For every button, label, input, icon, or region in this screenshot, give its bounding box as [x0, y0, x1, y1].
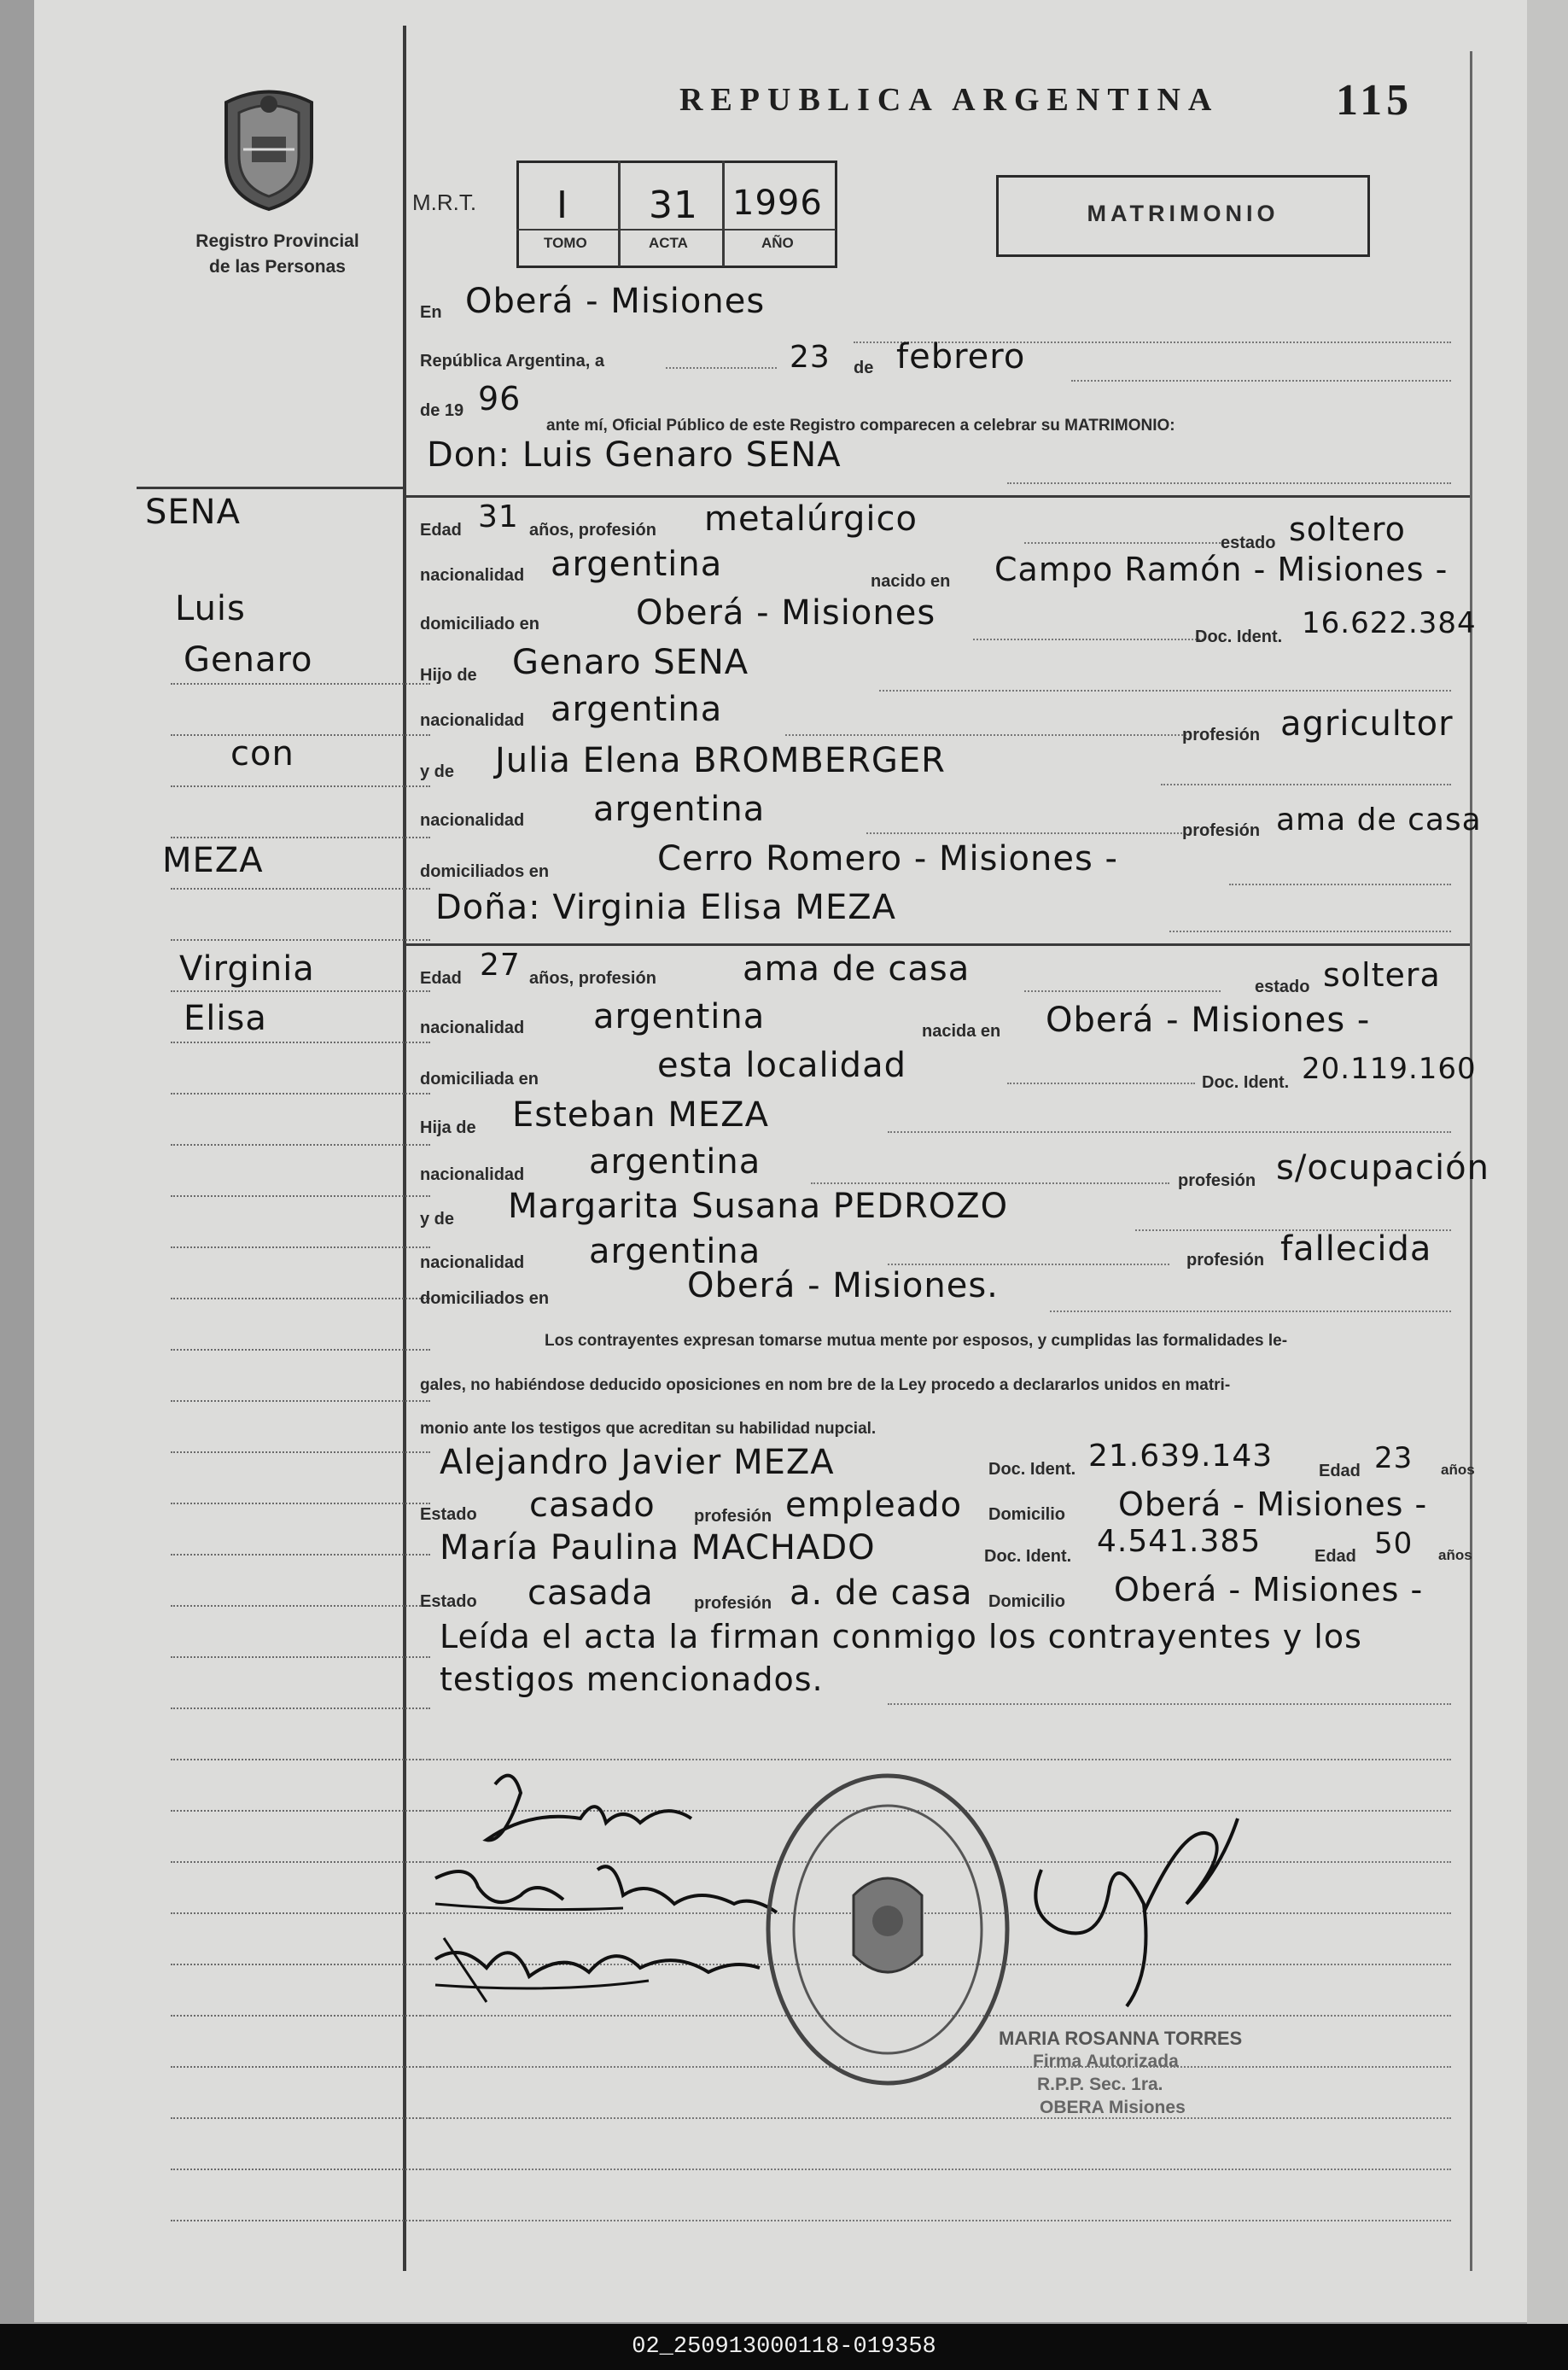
doc-ident-label: Doc. Ident. — [1202, 1073, 1290, 1092]
margin-rule — [171, 1451, 430, 1453]
month-value: febrero — [896, 337, 1026, 377]
official-office: R.P.P. Sec. 1ra. — [1037, 2075, 1163, 2094]
box-divider — [722, 161, 725, 266]
hijo-de-label: Hijo de — [420, 666, 477, 685]
profesion-label: profesión — [694, 1594, 772, 1613]
edad-label: Edad — [420, 521, 462, 540]
domicilio-label: Domicilio — [988, 1505, 1066, 1524]
rule — [420, 2220, 1451, 2221]
profesion-label: profesión — [1186, 1251, 1265, 1270]
witness-signature — [427, 1925, 768, 2019]
domiciliados-en-label: domiciliados en — [420, 1289, 550, 1308]
bride-full-name: Doña: Virginia Elisa MEZA — [435, 888, 896, 927]
rule — [888, 1131, 1451, 1133]
country-title: REPUBLICA ARGENTINA — [679, 82, 1220, 118]
bride-mother-nac: argentina — [589, 1232, 761, 1271]
margin-rule — [171, 1349, 430, 1351]
rule — [1071, 380, 1451, 382]
margin-rule — [171, 1964, 430, 1965]
box-divider — [516, 229, 836, 231]
groom-edad: 31 — [478, 499, 519, 534]
closing-line-1: Leída el acta la firman conmigo los contrayentes y los — [440, 1618, 1362, 1655]
official-city: OBERA Misiones — [1040, 2098, 1186, 2117]
margin-surname-bride: MEZA — [162, 841, 264, 880]
groom-signature — [478, 1759, 734, 1853]
rule — [1050, 1311, 1451, 1312]
rule — [1161, 784, 1451, 785]
tomo-label: TOMO — [544, 235, 587, 251]
witness2-edad: 50 — [1374, 1526, 1414, 1561]
ante-text: ante mí, Oficial Público de este Registro comparecen a celebrar su MATRIMONIO: — [546, 417, 1175, 435]
declaration-line-3: monio ante los testigos que acreditan su habilidad nupcial. — [420, 1420, 877, 1438]
republica-label: República Argentina, a — [420, 352, 604, 371]
groom-father-nac: argentina — [551, 690, 723, 729]
bride-mother: Margarita Susana PEDROZO — [508, 1187, 1009, 1226]
acta-label: ACTA — [649, 235, 688, 251]
groom-father-prof: agricultor — [1280, 704, 1454, 744]
domiciliado-en-label: domiciliado en — [420, 615, 540, 633]
witness2-domicilio: Oberá - Misiones - — [1114, 1571, 1424, 1608]
hija-de-label: Hija de — [420, 1118, 476, 1137]
profesion-label: profesión — [1178, 1171, 1256, 1190]
rule — [420, 2117, 1451, 2119]
groom-estado: soltero — [1289, 511, 1406, 548]
witness1-edad: 23 — [1374, 1441, 1414, 1475]
groom-parents-dom: Cerro Romero - Misiones - — [657, 839, 1118, 879]
place-value: Oberá - Misiones — [465, 282, 766, 321]
nacionalidad-label: nacionalidad — [420, 1253, 525, 1272]
margin-rule — [171, 1707, 430, 1709]
domiciliada-en-label: domiciliada en — [420, 1070, 539, 1089]
rule — [1007, 1083, 1195, 1084]
margin-rule — [171, 1298, 430, 1299]
bride-father: Esteban MEZA — [512, 1095, 769, 1135]
anos-profesion-label: años, profesión — [529, 521, 656, 540]
rule — [866, 832, 1182, 834]
margin-name-groom-2: Genaro — [184, 640, 313, 680]
profesion-label: profesión — [1182, 726, 1261, 744]
en-label: En — [420, 303, 442, 322]
record-type: MATRIMONIO — [1087, 201, 1279, 226]
witness1-domicilio: Oberá - Misiones - — [1118, 1486, 1428, 1523]
nacionalidad-label: nacionalidad — [420, 711, 525, 730]
margin-rule — [171, 734, 430, 736]
margin-con: con — [230, 734, 294, 773]
margin-rule — [171, 2169, 430, 2170]
rule — [1007, 482, 1451, 484]
doc-ident-label: Doc. Ident. — [1195, 628, 1283, 646]
witness2-doc: 4.541.385 — [1097, 1524, 1262, 1559]
margin-rule — [171, 2117, 430, 2119]
y-de-label: y de — [420, 762, 455, 781]
bride-edad: 27 — [480, 948, 521, 983]
rule — [1024, 542, 1221, 544]
estado-label: estado — [1221, 534, 1276, 552]
bride-estado: soltera — [1323, 956, 1441, 994]
witness1-name: Alejandro Javier MEZA — [440, 1443, 835, 1482]
bride-doc: 20.119.160 — [1302, 1052, 1477, 1086]
acta-value: 31 — [649, 184, 698, 227]
doc-ident-label: Doc. Ident. — [984, 1547, 1072, 1566]
rule — [888, 1264, 1169, 1265]
de-label: de — [854, 359, 874, 377]
groom-full-name: Don: Luis Genaro SENA — [427, 435, 842, 475]
rule — [888, 1703, 1451, 1705]
margin-rule — [171, 2220, 430, 2221]
register-page — [34, 0, 1530, 2322]
declaration-line-2: gales, no habiéndose deducido oposiciones en nom bre de la Ley procedo a declararlos unidos en matri- — [420, 1376, 1231, 1394]
page-number: 115 — [1336, 76, 1414, 125]
official-seal-stamp — [760, 1767, 1016, 2092]
edad-label: Edad — [1314, 1547, 1356, 1566]
estado-label: Estado — [420, 1505, 477, 1524]
nacido-en-label: nacido en — [871, 572, 951, 591]
coat-of-arms-icon — [213, 85, 324, 213]
margin-rule — [171, 1810, 430, 1812]
box-divider — [618, 161, 621, 266]
margin-rule — [171, 888, 430, 890]
section-rule — [403, 495, 1470, 498]
bride-nacionalidad: argentina — [593, 997, 766, 1036]
nacionalidad-label: nacionalidad — [420, 566, 525, 585]
witness1-estado: casado — [529, 1486, 656, 1525]
mrt-label: M.R.T. — [412, 190, 477, 215]
margin-rule — [171, 785, 430, 787]
year-prefix: de 19 — [420, 401, 464, 420]
nacionalidad-label: nacionalidad — [420, 1019, 525, 1037]
witness2-name: María Paulina MACHADO — [440, 1528, 876, 1567]
official-signature — [1016, 1801, 1255, 2015]
bride-father-nac: argentina — [589, 1142, 761, 1182]
groom-mother-prof: ama de casa — [1276, 803, 1482, 838]
margin-name-bride-2: Elisa — [184, 999, 267, 1038]
bride-parents-dom: Oberá - Misiones. — [687, 1266, 999, 1305]
groom-mother-nac: argentina — [593, 790, 766, 829]
profesion-label: profesión — [1182, 821, 1261, 840]
margin-rule — [171, 2066, 430, 2068]
declaration-line-1: Los contrayentes expresan tomarse mutua mente por esposos, y cumplidas las formalidades le- — [545, 1332, 1288, 1350]
groom-domicilio: Oberá - Misiones — [636, 593, 936, 633]
bride-mother-prof: fallecida — [1280, 1229, 1432, 1269]
registry-name: Registro Provincial de las Personas — [195, 231, 359, 277]
margin-rule — [171, 1503, 430, 1504]
section-rule — [403, 943, 1470, 946]
witness2-estado: casada — [528, 1573, 654, 1613]
margin-rule — [171, 1759, 430, 1760]
groom-nacido-en: Campo Ramón - Misiones - — [994, 551, 1449, 588]
binding-spine — [1527, 0, 1568, 2370]
anos-profesion-label: años, profesión — [529, 969, 656, 988]
witness1-doc: 21.639.143 — [1088, 1439, 1274, 1474]
witness2-profesion: a. de casa — [790, 1573, 973, 1613]
estado-label: Estado — [420, 1592, 477, 1611]
bride-profesion: ama de casa — [743, 949, 971, 989]
rule — [1024, 990, 1221, 992]
anos-label: años — [1438, 1547, 1472, 1563]
groom-profesion: metalúrgico — [704, 499, 918, 539]
margin-rule — [171, 2015, 430, 2017]
anio-value: 1996 — [732, 184, 823, 223]
rule — [811, 1182, 1169, 1184]
margin-rule — [171, 1144, 430, 1146]
margin-rule — [171, 1042, 430, 1043]
rule — [420, 2169, 1451, 2170]
nacionalidad-label: nacionalidad — [420, 1165, 525, 1184]
margin-surname-groom: SENA — [145, 493, 241, 532]
profesion-label: profesión — [694, 1507, 772, 1526]
bride-nacida-en: Oberá - Misiones - — [1046, 1001, 1371, 1040]
tomo-value: I — [557, 184, 568, 227]
margin-rule — [171, 990, 430, 992]
anio-label: AÑO — [761, 235, 794, 251]
witness1-profesion: empleado — [785, 1486, 963, 1525]
domicilio-label: Domicilio — [988, 1592, 1066, 1611]
day-value: 23 — [790, 340, 831, 375]
rule — [666, 367, 777, 369]
official-name: MARIA ROSANNA TORRES — [999, 2028, 1243, 2049]
margin-rule — [171, 837, 430, 838]
nacida-en-label: nacida en — [922, 1022, 1001, 1041]
anos-label: años — [1441, 1462, 1475, 1478]
margin-rule — [171, 1400, 430, 1402]
rule — [1169, 931, 1451, 932]
margin-rule — [171, 1861, 430, 1863]
y-de-label: y de — [420, 1210, 455, 1229]
groom-doc: 16.622.384 — [1302, 606, 1477, 640]
rule — [785, 734, 1186, 736]
edad-label: Edad — [1319, 1462, 1361, 1480]
edad-label: Edad — [420, 969, 462, 988]
groom-nacionalidad: argentina — [551, 545, 723, 584]
domiciliados-en-label: domiciliados en — [420, 862, 550, 881]
official-title: Firma Autorizada — [1033, 2052, 1179, 2071]
margin-rule — [171, 939, 430, 941]
year-suffix: 96 — [478, 380, 522, 417]
closing-line-2: testigos mencionados. — [440, 1661, 824, 1698]
margin-rule — [137, 487, 403, 489]
image-id-footer: 02_250913000118-019358 — [0, 2324, 1568, 2370]
groom-mother: Julia Elena BROMBERGER — [495, 741, 946, 780]
bride-domicilio: esta localidad — [657, 1046, 906, 1085]
groom-father: Genaro SENA — [512, 643, 749, 682]
nacionalidad-label: nacionalidad — [420, 811, 525, 830]
bride-father-prof: s/ocupación — [1276, 1148, 1489, 1188]
margin-rule — [171, 1246, 430, 1248]
margin-rule — [171, 683, 430, 685]
estado-label: estado — [1255, 978, 1310, 996]
rule — [973, 639, 1204, 640]
doc-ident-label: Doc. Ident. — [988, 1460, 1076, 1479]
margin-name-bride-1: Virginia — [179, 949, 315, 989]
margin-name-groom-1: Luis — [175, 589, 246, 628]
rule — [1229, 884, 1451, 885]
margin-rule — [171, 1093, 430, 1095]
margin-rule — [171, 1605, 430, 1607]
margin-rule — [171, 1912, 430, 1914]
margin-rule — [171, 1554, 430, 1556]
rule — [879, 690, 1451, 692]
margin-rule — [171, 1656, 430, 1658]
left-margin-line — [403, 26, 406, 2271]
margin-rule — [171, 1195, 430, 1197]
